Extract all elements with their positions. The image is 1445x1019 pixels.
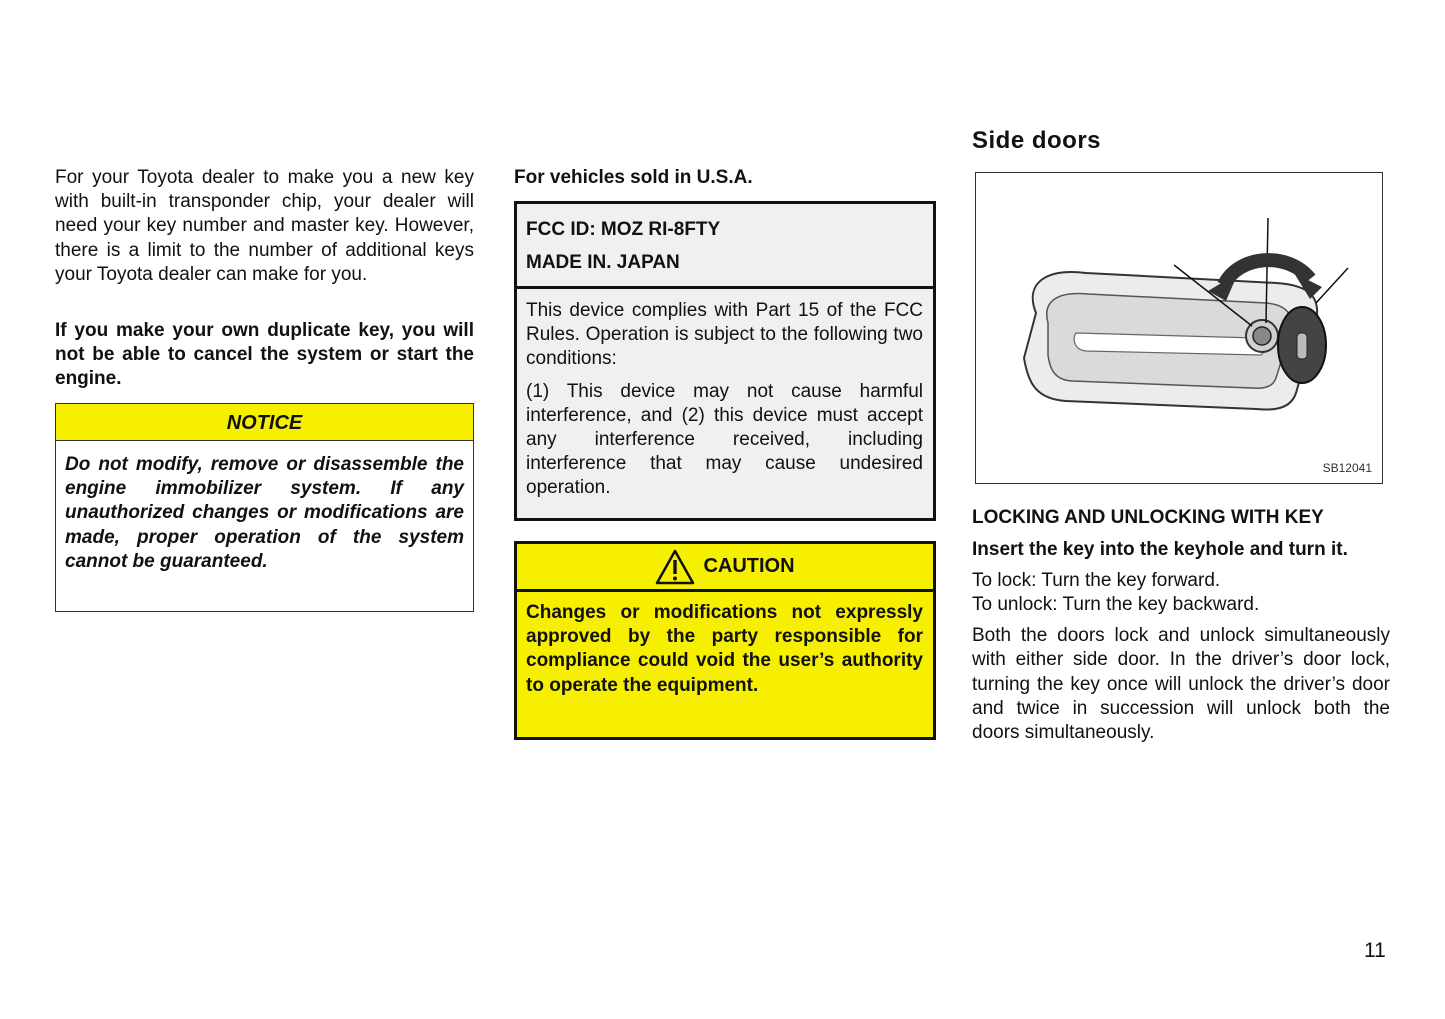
notice-box	[55, 403, 474, 612]
both-doors-paragraph: Both the doors lock and unlock simultaneously with either side door. In the driver’s door lock, turning the key once will unlock the driver’s door and twice in succession will unlock both the doors simultaneously.	[972, 625, 1390, 744]
fcc-box	[514, 201, 936, 521]
lock-unlock-lines	[972, 569, 1390, 617]
made-in: MADE IN. JAPAN	[526, 252, 680, 273]
caution-box	[514, 541, 936, 740]
unlock-line: To unlock: Turn the key backward.	[972, 594, 1260, 616]
lock-line: To lock: Turn the key forward.	[972, 570, 1221, 592]
section-title: Side doors	[972, 127, 1102, 154]
notice-body: Do not modify, remove or disassemble the engine immobilizer system. If any unauthorized changes or modifications are made, proper operation of the system cannot be guaranteed.	[65, 454, 464, 572]
door-key-illustration	[975, 172, 1383, 484]
duplicate-key-warning: If you make your own duplicate key, you will not be able to cancel the system or start the engine.	[55, 320, 474, 390]
caution-body: Changes or modifications not expressly approved by the party responsible for compliance could void the user’s authority to operate the equipment.	[526, 602, 923, 696]
page-number: 11	[1364, 939, 1386, 962]
fcc-paragraph-1: This device complies with Part 15 of the FCC Rules. Operation is subject to the following two conditions:	[526, 300, 923, 370]
usa-heading: For vehicles sold in U.S.A.	[514, 167, 753, 188]
caution-title: CAUTION	[703, 555, 795, 577]
intro-paragraph: For your Toyota dealer to make you a new key with built-in transponder chip, your dealer will need your key number and master key. However, there is a limit to the number of additional keys your Toyota dealer can make for you.	[55, 167, 474, 285]
figure-code: SB12041	[1322, 461, 1372, 475]
fcc-label	[517, 204, 933, 289]
fcc-id: FCC ID: MOZ RI-8FTY	[526, 219, 721, 240]
locking-subheading: LOCKING AND UNLOCKING WITH KEY	[972, 507, 1324, 528]
locking-instructions	[972, 538, 1390, 752]
warning-triangle-icon	[655, 549, 695, 585]
fcc-statement	[517, 289, 933, 501]
door-handle-key-icon	[976, 173, 1382, 483]
insert-key-instruction: Insert the key into the keyhole and turn it.	[972, 539, 1348, 560]
caution-header	[517, 544, 933, 592]
fcc-paragraph-2: (1) This device may not cause harmful interference, and (2) this device must accept any interference received, including interference that may cause undesired operation.	[526, 380, 923, 499]
notice-title: NOTICE	[56, 404, 473, 441]
